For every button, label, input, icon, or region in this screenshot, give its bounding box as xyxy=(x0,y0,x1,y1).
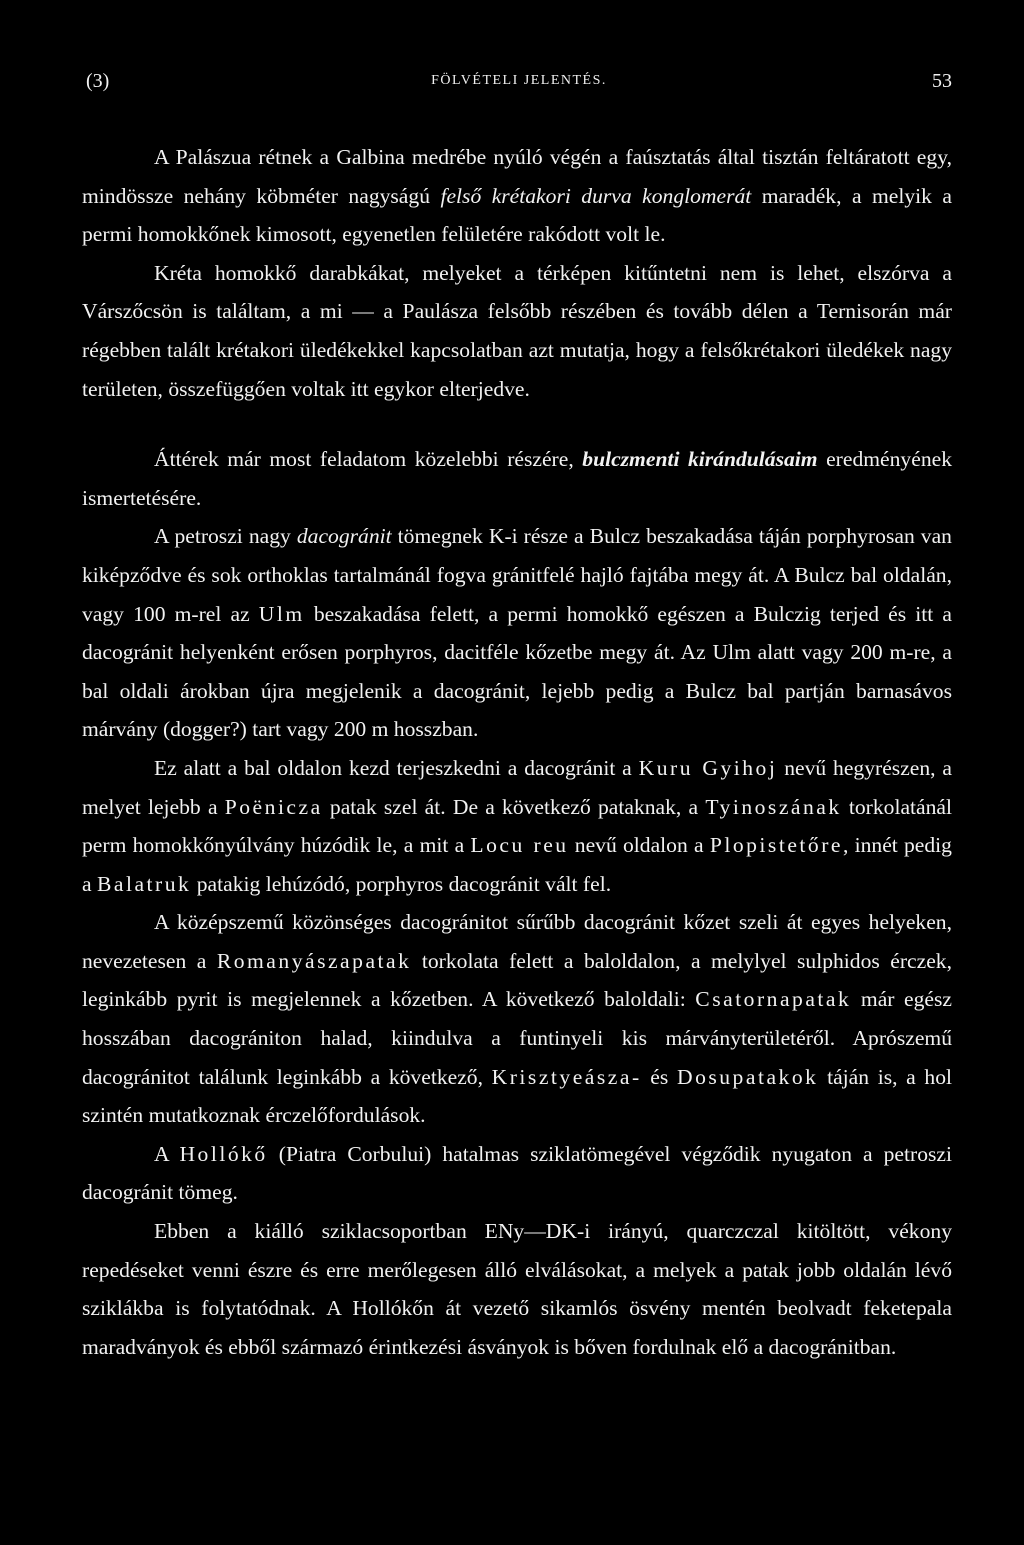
text-run: Áttérek már most feladatom közelebbi részére, xyxy=(154,447,583,472)
text-run: patakig lehúzódó, porphyros dacogránit vált fel. xyxy=(191,871,612,896)
paragraph xyxy=(82,1212,952,1366)
text-run: A petroszi nagy xyxy=(154,524,297,549)
italic-term: dacogránit xyxy=(296,524,392,549)
spaced-place-name: Ulm xyxy=(258,601,305,626)
spaced-place-name: Poënicza xyxy=(224,794,323,819)
text-run: már egész hosszában dacográniton halad, kiindulva a funtinyeli kis márványterületéről. Aprószemű dacogránitot találunk leginkább a következő, xyxy=(82,987,953,1089)
text-run: táján is, a hol szintén mutatkoznak érczelőfordulások. xyxy=(82,1064,952,1128)
text-run: , innét pedig a xyxy=(82,833,952,896)
running-header xyxy=(86,70,952,102)
paragraph xyxy=(82,1135,952,1212)
spaced-place-name: Dosupatakok xyxy=(676,1064,819,1089)
paragraph xyxy=(82,254,952,408)
spaced-place-name: Balatruk xyxy=(96,871,192,896)
spaced-place-name: Kuru Gyihoj xyxy=(638,755,778,780)
text-run: torkolatánál perm homokkőnyúlvány húzódik le, a mit a xyxy=(82,794,953,858)
spaced-place-name: Krisztyeásza- xyxy=(491,1064,642,1089)
spaced-place-name: Plopistetőre xyxy=(709,833,843,858)
paragraph xyxy=(82,903,952,1135)
spaced-place-name: Hollókő xyxy=(179,1141,268,1166)
text-run: tömegnek K-i része a Bulcz beszakadása táján porphyrosan van kiképződve és sok orthoklas tartalmánál fogva gránitfelé hajló fajtába megy át. A Bulcz bal oldalán, vagy 100 m-rel az xyxy=(82,524,952,626)
spaced-place-name: Romanyászapatak xyxy=(216,948,412,973)
paragraph xyxy=(82,749,952,903)
text-run: nevű hegyrészen, a melyet lejebb a xyxy=(82,755,953,819)
text-run: patak szel át. De a következő pataknak, a xyxy=(322,794,706,819)
page-number: 53 xyxy=(932,70,952,92)
italic-term: felső krétakori durva konglomerát xyxy=(440,183,752,208)
spaced-place-name: Tyinoszának xyxy=(705,794,842,819)
text-run: és xyxy=(641,1064,677,1089)
paragraph xyxy=(82,138,952,254)
spaced-place-name: Csatornapatak xyxy=(695,987,852,1012)
text-run: A középszemű közönséges dacogránitot sűrűbb dacogránit kőzet szeli át egyes helyeken, nevezetesen a xyxy=(82,910,952,973)
text-run: beszakadása felett, a permi homokkő egészen a Bulczig terjed és itt a dacogránit helyenként erősen porphyros, dacitféle kőzetbe megy át. Az Ulm alatt vagy 200 m-re, a bal oldali árokban újra megjelenik a dacogránit, lejebb pedig a Bulcz bal partján barnasávos márvány (dogger?) tart vagy 200 m hosszban. xyxy=(82,601,952,742)
bold-italic-term: bulczmenti kirándulásaim xyxy=(582,447,818,472)
text-run: eredményének ismertetésére. xyxy=(82,447,952,510)
paragraph xyxy=(82,517,952,749)
text-run: maradék, a melyik a permi homokkőnek kimosott, egyenetlen felületére rakódott volt le. xyxy=(82,183,952,247)
text-run: nevű oldalon a xyxy=(568,833,710,858)
text-run: A xyxy=(154,1141,180,1166)
text-run: Ebben a kiálló sziklacsoportban ENy—DK-i irányú, quarczczal kitöltött, vékony repedéseket venni észre és erre merőlegesen álló elválásokat, a melyek a patak jobb oldalán lévő sziklákba is folytatódnak. A Hollókőn át vezető sikamlós ösvény mentén beolvadt feketepala maradványok és ebből származó érintkezési ásványok is bőven fordulnak elő a dacogránitban. xyxy=(82,1219,952,1359)
text-run: Ez alatt a bal oldalon kezd terjeszkedni a dacogránit a xyxy=(154,755,639,780)
running-title: FÖLVÉTELI JELENTÉS. xyxy=(431,73,607,88)
text-run: (Piatra Corbului) hatalmas sziklatömegével végződik nyugaton a petroszi dacogránit tömeg. xyxy=(82,1141,952,1205)
text-run: torkolata felett a baloldalon, a melylyel sulphidos érczek, leginkább pyrit is megjelennek a kőzetben. A következő baloldali: xyxy=(82,948,952,1012)
spaced-place-name: Locu reu xyxy=(470,833,569,858)
section-number: (3) xyxy=(86,70,110,92)
text-run: Kréta homokkő darabkákat, melyeket a térképen kitűntetni nem is lehet, elszórva a Várszőcsön is találtam, a mi — a Paulásza felsőbb részében és tovább délen a Ternisorán már régebben talált krétakori üledékekkel kapcsolatban azt mutatja, hogy a felsőkrétakori üledékek nagy területen, összefüggően voltak itt egykor elterjedve. xyxy=(82,260,952,401)
text-run: A Palászua rétnek a Galbina medrébe nyúló végén a faúsztatás által tisztán feltáratott egy, mindössze nehány köbméter nagyságú xyxy=(82,145,952,208)
body-text xyxy=(82,138,952,1366)
paragraph xyxy=(82,440,952,517)
